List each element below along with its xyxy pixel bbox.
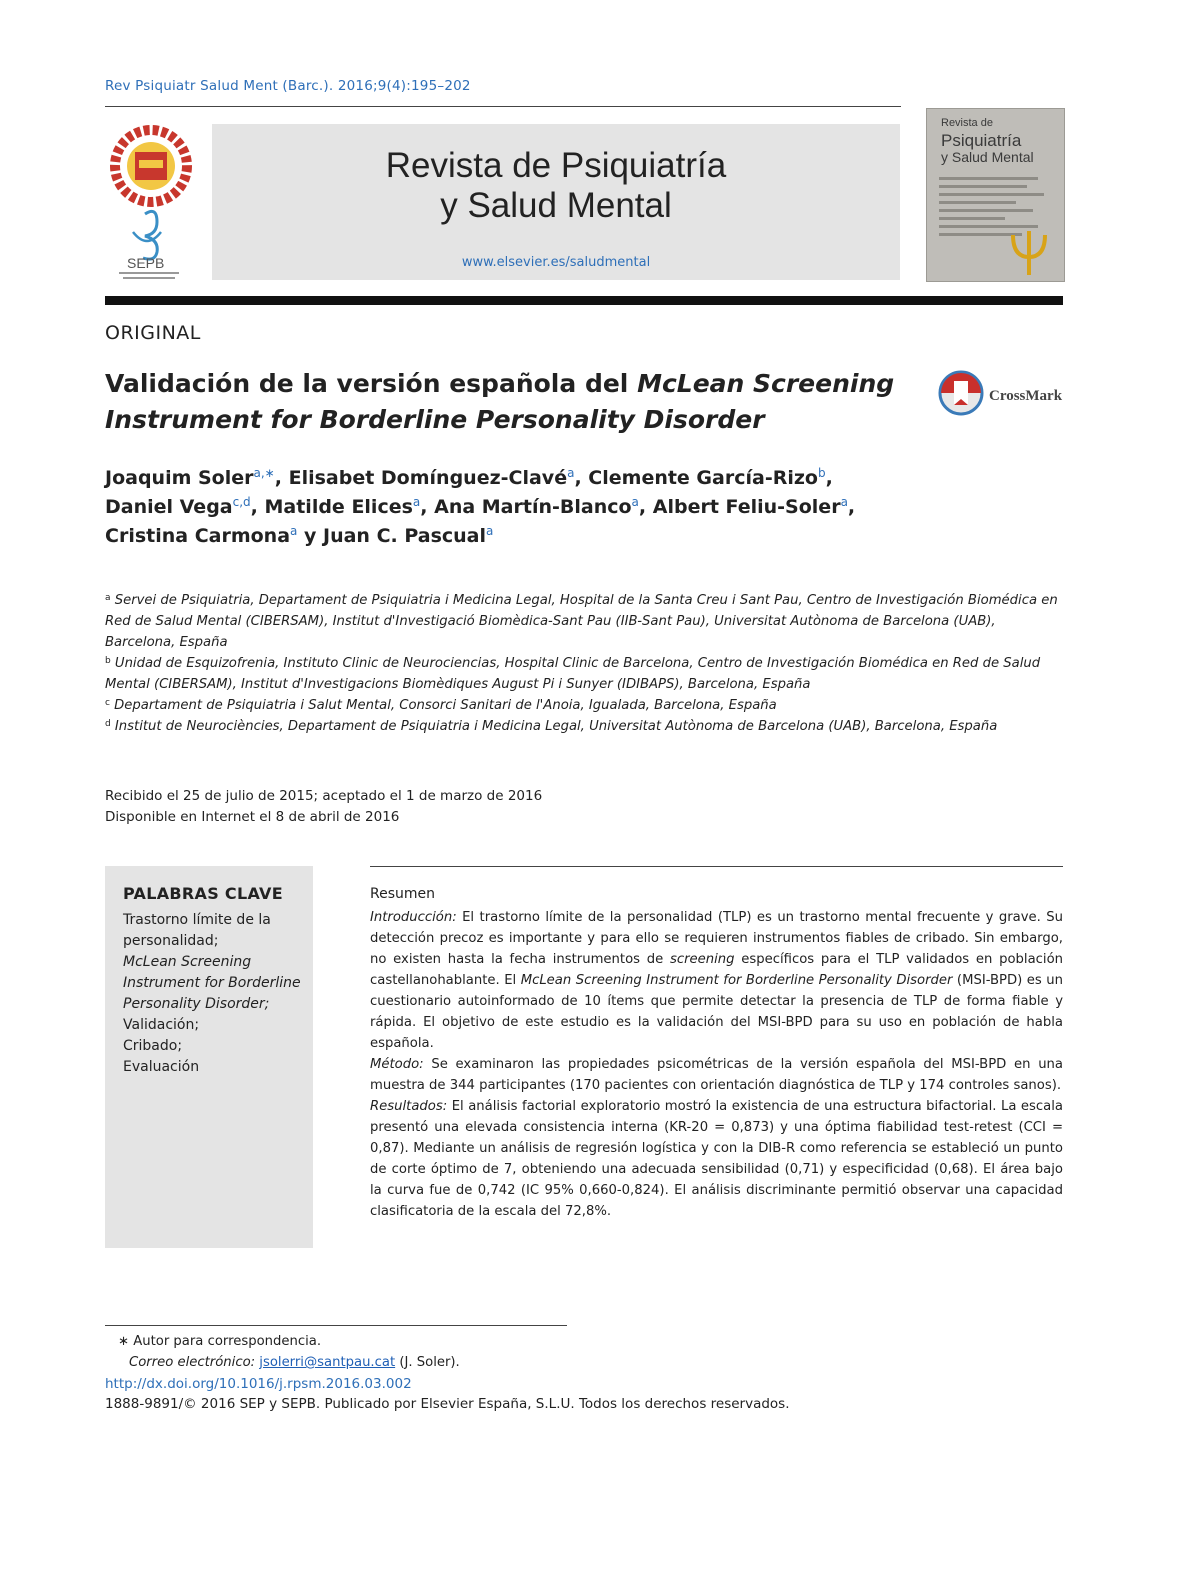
author-6-sup[interactable]: a (631, 495, 639, 509)
cover-title-line1: Revista de (941, 117, 993, 129)
author-7-sup[interactable]: a (840, 495, 848, 509)
sepb-logo (105, 122, 197, 282)
keyword-item: McLean Screening Instrument for Borderline Personality Disorder; (123, 954, 301, 1012)
article-section-label: ORIGINAL (105, 322, 201, 344)
journal-url-link[interactable]: www.elsevier.es/saludmental (461, 255, 651, 270)
keyword-item: Cribado; (123, 1038, 183, 1054)
keywords-box (105, 866, 313, 1248)
keyword-item: Validación; (123, 1017, 200, 1033)
footnote-rule (105, 1325, 567, 1326)
header-thick-rule (105, 296, 1063, 305)
author-4: Daniel Vega (105, 496, 233, 518)
abstract-method: Método: Se examinaron las propiedades psicométricas de la versión española del MSI-BPD en una muestra de 344 participantes (170 pacientes con orientación diagnóstica de TLP y 174 controles sanos). (370, 1057, 1063, 1093)
footnote-email-link[interactable]: jsolerri@santpau.cat (259, 1355, 396, 1370)
copyright-notice: 1888-9891/© 2016 SEP y SEPB. Publicado por Elsevier España, S.L.U. Todos los derechos reservados. (105, 1396, 790, 1412)
header-rule (105, 106, 901, 107)
author-1: Joaquim Soler (105, 467, 254, 489)
author-9: Juan C. Pascual (323, 525, 487, 547)
article-title (105, 366, 925, 438)
journal-banner (212, 124, 900, 280)
author-5-sup[interactable]: a (412, 495, 421, 509)
author-2: Elisabet Domínguez-Clavé (288, 467, 568, 489)
affiliations (105, 590, 1065, 737)
abstract (370, 884, 1063, 1222)
abstract-rule (370, 866, 1063, 867)
author-7: Albert Feliu-Soler (652, 496, 841, 518)
abstract-introduction: Introducción: El trastorno límite de la personalidad (TLP) es un trastorno mental frecuente y grave. Su detección precoz es importante y para ello se requieren instrumentos fiables de cribado. Sin embargo, no existen hasta la fecha instrumentos de screening específicos para el TLP validados en población castellanohablante. El McLean Screening Instrument for Borderline Personality Disorder (MSI-BPD) es un cuestionario autoinformado de 10 ítems que permite detectar la presencia de TLP de forma fiable y rápida. El objetivo de este estudio es la validación del MSI-BPD para su uso en población de habla española. (370, 910, 1064, 1051)
cover-title-line2: Psiquiatría (941, 131, 1022, 150)
online-date: Disponible en Internet el 8 de abril de 2016 (105, 809, 400, 825)
keyword-item: Trastorno límite de la personalidad; (123, 912, 271, 949)
author-8: Cristina Carmona (105, 525, 291, 547)
author-2-sup[interactable]: a (567, 466, 575, 480)
psi-symbol-icon (1009, 229, 1049, 277)
author-list: Joaquim Soler$^{a,∗}$, Elisabet Domínguez-Clavé$^a$, Clemente García-Rizo$^b$, Daniel Vega$^{c,d}$, Matilde Elices$^a$, Ana Martín-Blanco$^a$, Albert Feliu-Soler$^a$, Cristina Carmona$^a$ y Juan C. Pascual$^a$ (105, 466, 856, 547)
keywords-list (123, 910, 303, 1078)
journal-title (212, 146, 900, 226)
corresponding-author-footnote: ∗ Autor para correspondencia. Correo electrónico: jsolerri@santpau.cat (J. Soler). (105, 1331, 460, 1373)
author-8-sup[interactable]: a (290, 524, 298, 538)
affiliation-b: $^b$ Unidad de Esquizofrenia, Instituto Clinic de Neurociencias, Hospital Clinic de Barcelona, Centro de Investigación Biomédica en Red de Salud Mental (CIBERSAM), Institut d'Investigacions Biomèdiques August Pi i Sunyer (IDIBAPS), Barcelona, España (105, 656, 1041, 692)
keywords-title: PALABRAS CLAVE (123, 884, 283, 903)
footnote-star: ∗ (117, 1334, 129, 1349)
journal-title-line1: Revista de Psiquiatría (385, 146, 727, 185)
author-3-sup[interactable]: b (817, 466, 826, 480)
affiliation-d: $^d$ Institut de Neurociències, Departament de Psiquiatria i Medicina Legal, Universitat Autònoma de Barcelona (UAB), Barcelona, España (105, 719, 998, 734)
sepb-logo-label: SEPB (127, 255, 165, 271)
affiliation-c: $^c$ Departament de Psiquiatria i Salut Mental, Consorci Sanitari de l'Anoia, Igualada, Barcelona, España (105, 698, 777, 713)
author-4-sup[interactable]: c,d (232, 495, 251, 509)
article-title-italic: McLean Screening Instrument for Borderline Personality Disorder (105, 369, 895, 434)
abstract-results: Resultados: El análisis factorial exploratorio mostró la existencia de una estructura bifactorial. La escala presentó una elevada consistencia interna (KR-20 = 0,873) y una óptima fiabilidad test-retest (CCI = 0,87). Mediante un análisis de regresión logística y con la DIB-R como referencia se estableció un punto de corte óptimo de 7, obteniendo una adecuada sensibilidad (0,71) y especificidad (0,68). El área bajo la curva fue de 0,742 (IC 95% 0,660-0,824). El análisis discriminante permitió observar una capacidad clasificatoria de la escala del 72,8%. (370, 1099, 1063, 1219)
keyword-item: Evaluación (123, 1059, 200, 1075)
article-dates (105, 786, 542, 828)
affiliation-a: $^a$ Servei de Psiquiatria, Departament de Psiquiatria i Medicina Legal, Hospital de la Santa Creu i Sant Pau, Centro de Investigación Biomédica en Red de Salud Mental (CIBERSAM), Institut d'Investigació Biomèdica-Sant Pau (IIB-Sant Pau), Universitat Autònoma de Barcelona (UAB), Barcelona, España (105, 593, 1058, 650)
received-date: Recibido el 25 de julio de 2015; aceptado el 1 de marzo de 2016 (105, 788, 543, 804)
author-1-sup[interactable]: a,∗ (253, 466, 275, 480)
article-title-part1: Validación de la versión española del (105, 369, 638, 398)
author-3: Clemente García-Rizo (588, 467, 818, 489)
crossmark-label: CrossMark (989, 388, 1063, 404)
journal-title-line2: y Salud Mental (440, 186, 672, 225)
author-5: Matilde Elices (264, 496, 413, 518)
footnote-email-label: Correo electrónico: (129, 1355, 256, 1370)
abstract-heading: Resumen (370, 886, 436, 902)
author-9-sup[interactable]: a (486, 524, 494, 538)
doi-link[interactable]: http://dx.doi.org/10.1016/j.rpsm.2016.03.002 (105, 1376, 412, 1392)
journal-cover-thumbnail (926, 108, 1065, 282)
journal-citation: Rev Psiquiatr Salud Ment (Barc.). 2016;9(4):195–202 (105, 78, 471, 94)
author-6: Ana Martín-Blanco (434, 496, 632, 518)
footnote-author: Autor para correspondencia. (133, 1334, 322, 1349)
crossmark-badge[interactable] (937, 369, 1065, 417)
cover-title-line3: y Salud Mental (941, 149, 1034, 165)
